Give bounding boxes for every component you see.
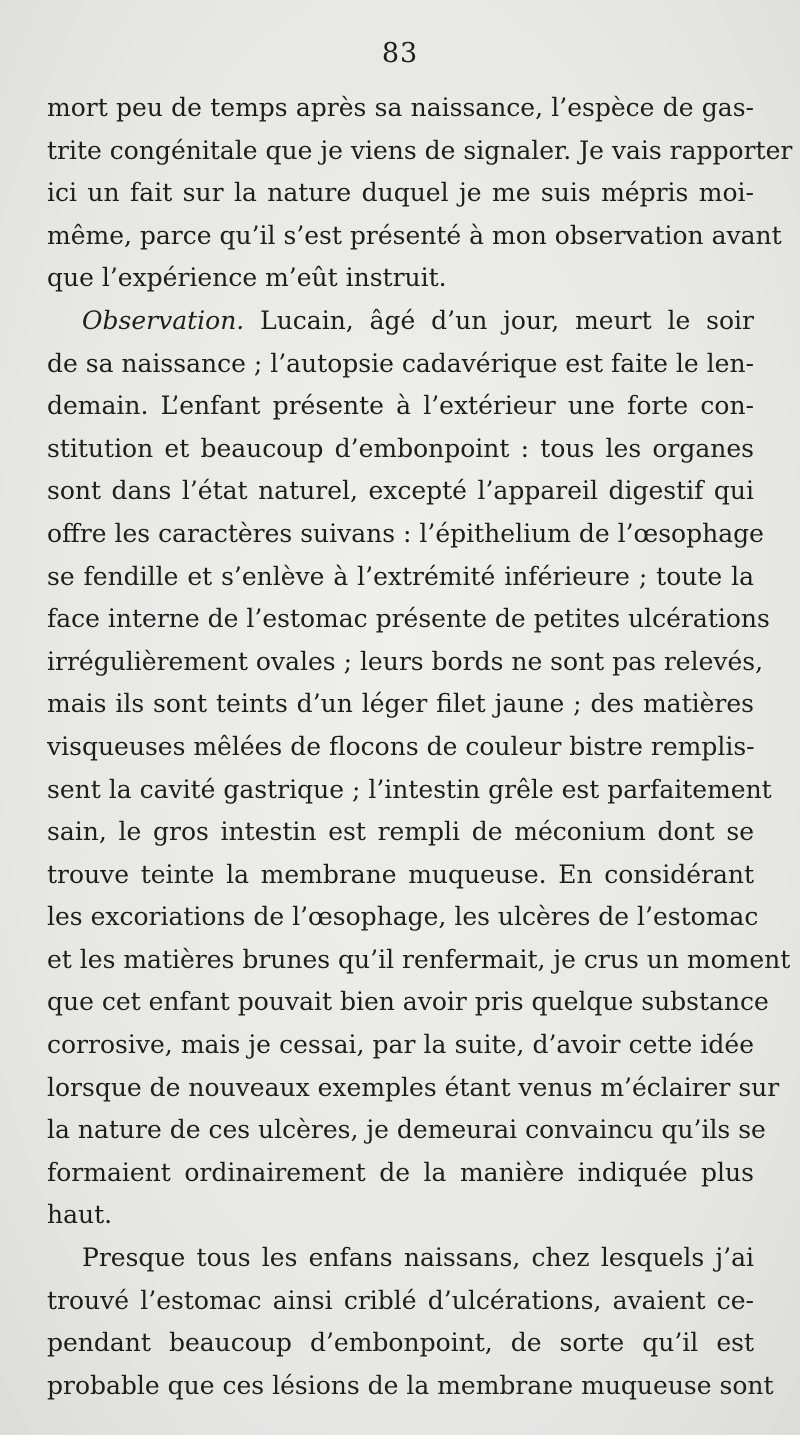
- text-line: haut.: [47, 1200, 113, 1230]
- text-line: offre les caractères suivans : l’épithelium de l’œsophage: [47, 518, 764, 548]
- text-line: Presque tous les enfans naissans, chez lesquels j’ai: [82, 1243, 754, 1273]
- page-number: 83: [381, 38, 419, 69]
- paragraph-observation: [47, 300, 791, 1237]
- text-line: et les matières brunes qu’il renfermait, je crus un moment: [47, 944, 791, 974]
- paragraph-1: [47, 87, 793, 300]
- paragraph-3: [47, 1237, 774, 1407]
- text-line: sent la cavité gastrique ; l’intestin grêle est parfaitement: [47, 774, 772, 804]
- text-line: [47, 300, 754, 343]
- text-line: stitution et beaucoup d’embonpoint : tous les organes: [47, 433, 754, 463]
- text-line: face interne de l’estomac présente de petites ulcérations: [47, 604, 770, 634]
- text-line: pendant beaucoup d’embonpoint, de sorte qu’il est: [47, 1328, 754, 1358]
- text-line: lorsque de nouveaux exemples étant venus m’éclairer sur: [47, 1072, 780, 1102]
- text-line: demain. L’enfant présente à l’extérieur une forte con-: [47, 391, 754, 421]
- text-line: trite congénitale que je viens de signaler. Je vais rapporter: [47, 135, 793, 165]
- text-line: même, parce qu’il s’est présenté à mon observation avant: [47, 220, 782, 250]
- text-line: mort peu de temps après sa naissance, l’espèce de gas-: [47, 93, 754, 122]
- observation-heading: Observation.: [82, 305, 245, 335]
- text-line: sain, le gros intestin est rempli de méconium dont se: [47, 817, 754, 847]
- observation-first-line: Lucain, âgé d’un jour, meurt le soir: [244, 305, 754, 335]
- text-line: mais ils sont teints d’un léger filet jaune ; des matières: [47, 689, 754, 719]
- text-line: que l’expérience m’eût instruit.: [47, 263, 447, 293]
- text-line: formaient ordinairement de la manière indiquée plus: [47, 1157, 754, 1187]
- text-line: probable que ces lésions de la membrane muqueuse sont: [47, 1370, 774, 1400]
- text-line: que cet enfant pouvait bien avoir pris quelque substance: [47, 987, 769, 1017]
- text-line: se fendille et s’enlève à l’extrémité inférieure ; toute la: [47, 561, 754, 591]
- text-line: corrosive, mais je cessai, par la suite, d’avoir cette idée: [47, 1030, 754, 1060]
- text-line: visqueuses mêlées de flocons de couleur bistre remplis-: [47, 731, 755, 761]
- body-text: [47, 87, 793, 1407]
- text-line: irrégulièrement ovales ; leurs bords ne sont pas relevés,: [47, 646, 764, 676]
- text-line: sont dans l’état naturel, excepté l’appareil digestif qui: [47, 476, 754, 506]
- text-line: trouve teinte la membrane muqueuse. En considérant: [47, 859, 754, 889]
- text-line: les excoriations de l’œsophage, les ulcères de l’estomac: [47, 902, 759, 932]
- text-line: ici un fait sur la nature duquel je me suis mépris moi-: [47, 178, 754, 208]
- text-line: de sa naissance ; l’autopsie cadavérique est faite le len-: [47, 348, 754, 378]
- text-line: trouvé l’estomac ainsi criblé d’ulcérations, avaient ce-: [47, 1285, 754, 1315]
- text-line: la nature de ces ulcères, je demeurai convaincu qu’ils se: [47, 1115, 766, 1145]
